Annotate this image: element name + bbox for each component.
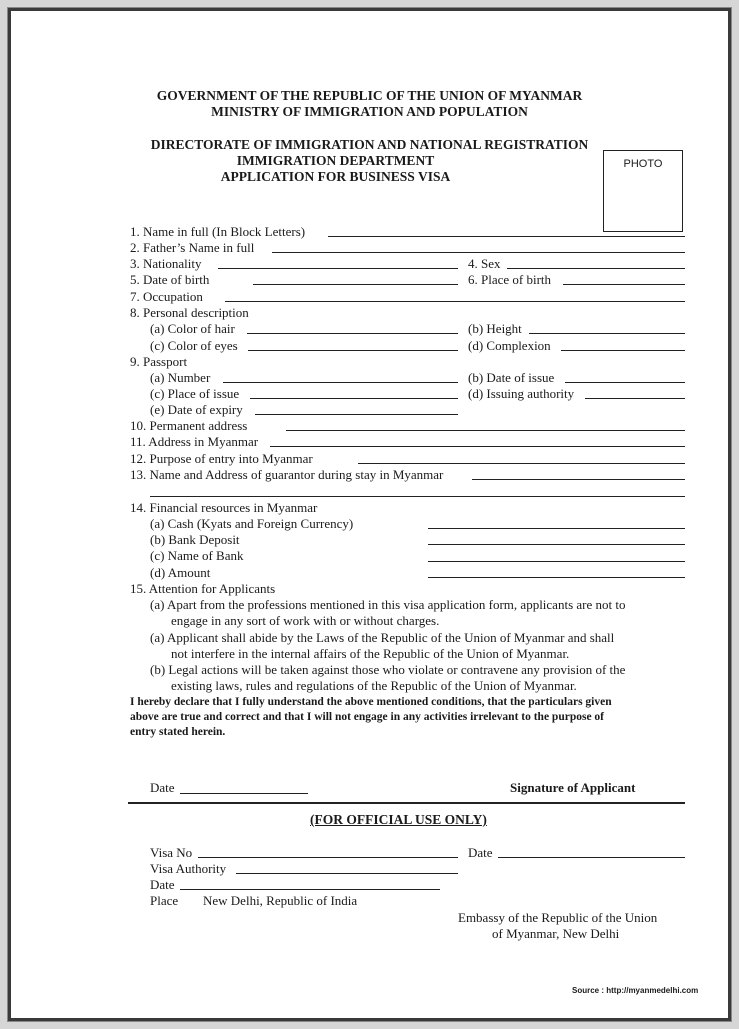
visa-no-line[interactable]	[198, 857, 458, 858]
field-occupation: 7. Occupation	[130, 289, 203, 304]
guarantor-line-1[interactable]	[472, 479, 685, 480]
official-date-right-line[interactable]	[498, 857, 685, 858]
field-place-of-issue: (c) Place of issue	[150, 386, 240, 401]
declaration-line3: entry stated herein.	[130, 726, 226, 738]
permanent-address-line[interactable]	[286, 430, 685, 431]
declaration-line2: above are true and correct and that I will not engage in any activities irrelevant to the purpose of	[130, 711, 605, 723]
occupation-line[interactable]	[225, 301, 685, 302]
name-of-bank-line[interactable]	[428, 561, 685, 562]
embassy-line1: Embassy of the Republic of the Union	[458, 910, 658, 925]
official-date-right-label: Date	[468, 845, 493, 860]
source-credit: Source : http://myanmedelhi.com	[572, 986, 699, 995]
issuing-authority-line[interactable]	[585, 398, 685, 399]
sex-line[interactable]	[507, 268, 685, 269]
official-date-label: Date	[150, 877, 175, 892]
field-guarantor: 13. Name and Address of guarantor during stay in Myanmar	[130, 467, 444, 482]
field-purpose-of-entry: 12. Purpose of entry into Myanmar	[130, 451, 313, 466]
field-place-of-birth: 6. Place of birth	[468, 272, 552, 287]
attention-a-line1: (a) Apart from the professions mentioned in this visa application form, applicants are not to	[150, 597, 626, 612]
color-of-eyes-line[interactable]	[248, 350, 458, 351]
amount-line[interactable]	[428, 577, 685, 578]
field-fathers-name: 2. Father’s Name in full	[130, 240, 255, 255]
cash-line[interactable]	[428, 528, 685, 529]
field-passport-number: (a) Number	[150, 370, 211, 385]
signature-date-line[interactable]	[180, 793, 308, 794]
ministry-heading: MINISTRY OF IMMIGRATION AND POPULATION	[211, 104, 528, 119]
visa-authority-line[interactable]	[236, 873, 458, 874]
address-in-myanmar-line[interactable]	[270, 446, 685, 447]
declaration-line1: I hereby declare that I fully understand the above mentioned conditions, that the particulars given	[130, 696, 612, 708]
field-nationality: 3. Nationality	[130, 256, 202, 271]
field-passport: 9. Passport	[130, 354, 188, 369]
place-value: New Delhi, Republic of India	[203, 893, 358, 908]
department-heading: IMMIGRATION DEPARTMENT	[236, 153, 435, 168]
official-use-heading: (FOR OFFICIAL USE ONLY)	[310, 812, 487, 827]
bank-deposit-line[interactable]	[428, 544, 685, 545]
guarantor-line-2[interactable]	[150, 496, 685, 497]
embassy-line2: of Myanmar, New Delhi	[492, 926, 620, 941]
field-color-of-eyes: (c) Color of eyes	[150, 338, 238, 353]
field-permanent-address: 10. Permanent address	[130, 418, 248, 433]
purpose-of-entry-line[interactable]	[358, 463, 685, 464]
attention-a-line2: engage in any sort of work with or without charges.	[171, 613, 440, 628]
field-name-in-full: 1. Name in full (In Block Letters)	[130, 224, 306, 239]
visa-authority-label: Visa Authority	[150, 861, 227, 876]
official-date-line[interactable]	[180, 889, 440, 890]
field-attention: 15. Attention for Applicants	[130, 581, 276, 596]
field-name-of-bank: (c) Name of Bank	[150, 548, 244, 563]
place-label: Place	[150, 893, 179, 908]
field-date-of-issue: (b) Date of issue	[468, 370, 555, 385]
passport-number-line[interactable]	[223, 382, 458, 383]
color-of-hair-line[interactable]	[247, 333, 458, 334]
fathers-name-line[interactable]	[272, 252, 685, 253]
date-of-birth-line[interactable]	[253, 284, 458, 285]
signature-of-applicant: Signature of Applicant	[510, 780, 636, 795]
visa-no-label: Visa No	[150, 845, 193, 860]
complexion-line[interactable]	[561, 350, 685, 351]
field-complexion: (d) Complexion	[468, 338, 551, 353]
government-heading: GOVERNMENT OF THE REPUBLIC OF THE UNION OF MYANMAR	[156, 88, 583, 103]
place-of-issue-line[interactable]	[250, 398, 458, 399]
attention-c-line2: existing laws, rules and regulations of the Republic of the Union of Myanmar.	[171, 678, 577, 693]
field-issuing-authority: (d) Issuing authority	[468, 386, 575, 401]
photo-label: PHOTO	[623, 158, 663, 170]
height-line[interactable]	[529, 333, 685, 334]
field-sex: 4. Sex	[468, 256, 501, 271]
attention-b-line1: (a) Applicant shall abide by the Laws of the Republic of the Union of Myanmar and shall	[150, 630, 615, 645]
form-title: APPLICATION FOR BUSINESS VISA	[220, 169, 451, 184]
field-date-of-birth: 5. Date of birth	[130, 272, 210, 287]
signature-date-label: Date	[150, 780, 175, 795]
field-address-in-myanmar: 11. Address in Myanmar	[130, 434, 259, 449]
field-bank-deposit: (b) Bank Deposit	[150, 532, 240, 547]
field-amount: (d) Amount	[150, 565, 211, 580]
field-date-of-expiry: (e) Date of expiry	[150, 402, 243, 417]
directorate-heading: DIRECTORATE OF IMMIGRATION AND NATIONAL REGISTRATION	[150, 137, 589, 152]
attention-b-line2: not interfere in the internal affairs of the Republic of the Union of Myanmar.	[171, 646, 570, 661]
date-of-expiry-line[interactable]	[255, 414, 458, 415]
field-financial-resources: 14. Financial resources in Myanmar	[130, 500, 318, 515]
field-height: (b) Height	[468, 321, 522, 336]
field-cash: (a) Cash (Kyats and Foreign Currency)	[150, 516, 354, 531]
place-of-birth-line[interactable]	[563, 284, 685, 285]
photo-box[interactable]	[603, 150, 683, 232]
name-in-full-line[interactable]	[328, 236, 685, 237]
nationality-line[interactable]	[218, 268, 458, 269]
section-divider	[128, 802, 685, 804]
date-of-issue-line[interactable]	[565, 382, 685, 383]
field-personal-description: 8. Personal description	[130, 305, 249, 320]
attention-c-line1: (b) Legal actions will be taken against those who violate or contravene any provision of the	[150, 662, 626, 677]
field-color-of-hair: (a) Color of hair	[150, 321, 235, 336]
